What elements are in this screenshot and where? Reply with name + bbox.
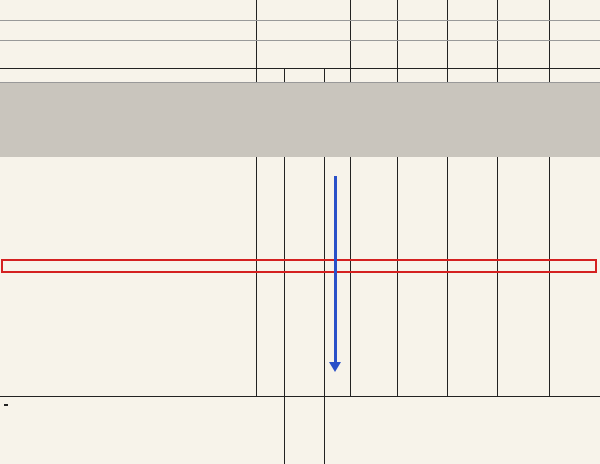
thru-arrow <box>334 176 337 366</box>
thruway-block <box>0 83 600 157</box>
divider <box>0 20 600 21</box>
divider <box>549 0 550 396</box>
divider <box>397 0 398 396</box>
divider <box>350 0 351 396</box>
divider <box>0 396 600 397</box>
divider <box>0 40 600 41</box>
arrow-down-icon <box>329 362 341 372</box>
divider <box>447 0 448 396</box>
footnote-1 <box>4 399 284 409</box>
divider <box>256 0 257 396</box>
riverbank-highlight <box>1 259 597 273</box>
divider <box>497 0 498 396</box>
divider <box>0 68 600 69</box>
